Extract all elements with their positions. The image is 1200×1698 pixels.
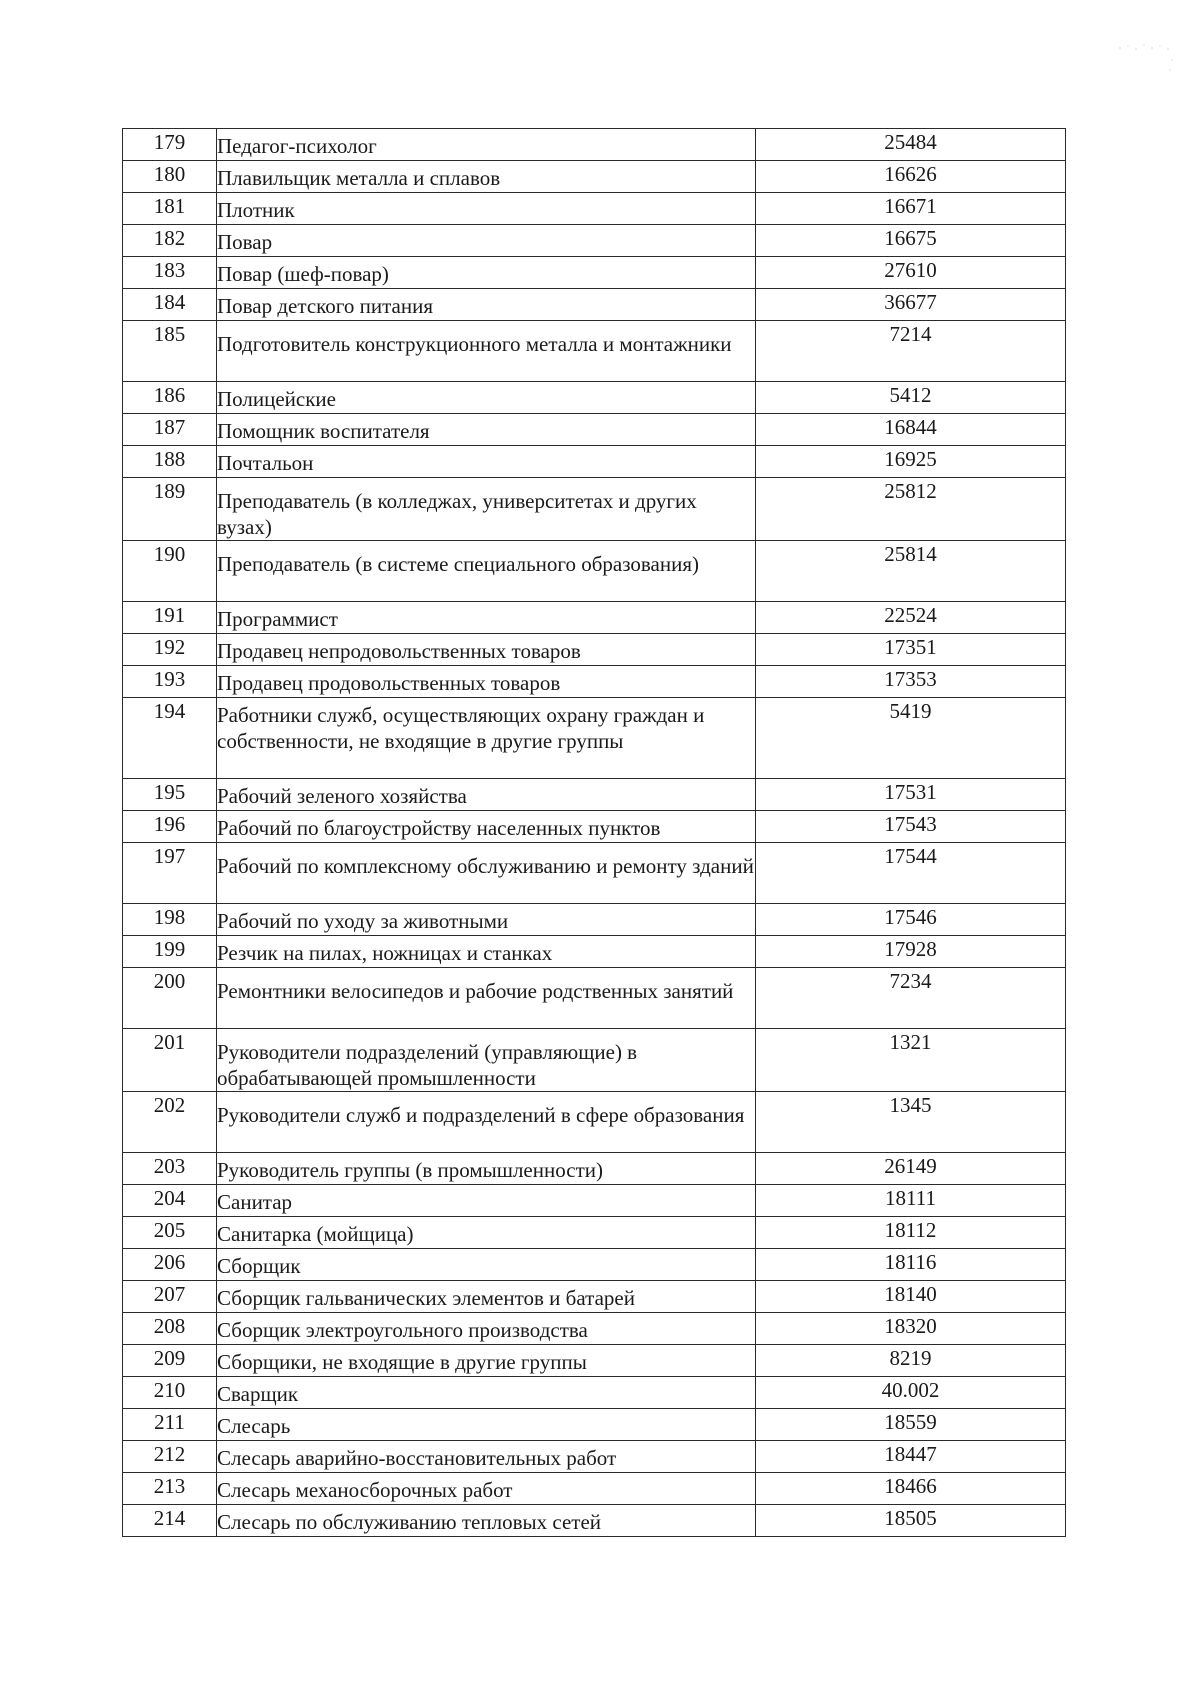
table-row	[123, 1505, 1066, 1537]
row-number: 188	[123, 446, 217, 478]
occupation-code: 7234	[756, 968, 1066, 1029]
row-number: 212	[123, 1441, 217, 1473]
occupation-name: Руководители подразделений (управляющие) в обрабатывающей промышленности	[217, 1040, 638, 1090]
row-number: 199	[123, 936, 217, 968]
row-number: 213	[123, 1473, 217, 1505]
occupation-name: Продавец непродовольственных товаров	[217, 639, 581, 663]
table-row	[123, 1217, 1066, 1249]
row-number: 208	[123, 1313, 217, 1345]
occupation-name-cell	[217, 541, 756, 602]
occupation-name-cell	[217, 1153, 756, 1185]
table-row	[123, 1249, 1066, 1281]
occupation-name: Подготовитель конструкционного металла и монтажники	[217, 332, 732, 356]
scan-noise-mark	[1110, 40, 1180, 80]
occupation-code: 17928	[756, 936, 1066, 968]
occupation-code: 27610	[756, 257, 1066, 289]
table-row	[123, 129, 1066, 161]
occupation-code: 18466	[756, 1473, 1066, 1505]
table-row	[123, 414, 1066, 446]
occupation-name-cell	[217, 257, 756, 289]
occupation-name: Слесарь аварийно-восстановительных работ	[217, 1446, 617, 1470]
occupation-name: Рабочий по комплексному обслуживанию и ремонту зданий	[217, 854, 754, 878]
occupation-name: Санитарка (мойщица)	[217, 1222, 414, 1246]
table-row	[123, 602, 1066, 634]
occupation-code: 25484	[756, 129, 1066, 161]
table-row	[123, 698, 1066, 779]
row-number: 209	[123, 1345, 217, 1377]
occupation-name: Повар	[217, 230, 273, 254]
occupation-name-cell	[217, 968, 756, 1029]
occupation-code: 17546	[756, 904, 1066, 936]
occupation-code: 17351	[756, 634, 1066, 666]
occupation-name: Слесарь механосборочных работ	[217, 1478, 513, 1502]
occupation-name-cell	[217, 321, 756, 382]
occupation-code: 18559	[756, 1409, 1066, 1441]
occupation-code: 8219	[756, 1345, 1066, 1377]
occupation-code: 25812	[756, 478, 1066, 541]
occupation-code: 5419	[756, 698, 1066, 779]
row-number: 184	[123, 289, 217, 321]
occupation-name-cell	[217, 414, 756, 446]
occupation-code: 16675	[756, 225, 1066, 257]
occupation-name-cell	[217, 666, 756, 698]
occupation-name-cell	[217, 1441, 756, 1473]
table-row	[123, 1153, 1066, 1185]
table-row	[123, 1092, 1066, 1153]
table-row	[123, 1345, 1066, 1377]
table-row	[123, 1473, 1066, 1505]
occupation-code: 36677	[756, 289, 1066, 321]
row-number: 201	[123, 1029, 217, 1092]
occupations-table	[122, 128, 1066, 1537]
occupation-name-cell	[217, 843, 756, 904]
occupation-name: Слесарь	[217, 1414, 291, 1438]
row-number: 202	[123, 1092, 217, 1153]
table-row	[123, 1441, 1066, 1473]
occupation-code: 5412	[756, 382, 1066, 414]
occupation-name: Продавец продовольственных товаров	[217, 671, 561, 695]
table-row	[123, 289, 1066, 321]
occupation-name-cell	[217, 1249, 756, 1281]
row-number: 190	[123, 541, 217, 602]
occupation-code: 26149	[756, 1153, 1066, 1185]
occupation-name: Помощник воспитателя	[217, 419, 430, 443]
occupation-name-cell	[217, 1217, 756, 1249]
occupation-code: 18505	[756, 1505, 1066, 1537]
occupation-name: Руководитель группы (в промышленности)	[217, 1158, 603, 1182]
occupation-code: 18447	[756, 1441, 1066, 1473]
table-row	[123, 904, 1066, 936]
row-number: 186	[123, 382, 217, 414]
occupation-name-cell	[217, 634, 756, 666]
occupation-name: Рабочий зеленого хозяйства	[217, 784, 467, 808]
table-row	[123, 382, 1066, 414]
occupation-name-cell	[217, 1281, 756, 1313]
table-row	[123, 779, 1066, 811]
occupation-name: Сборщик	[217, 1254, 301, 1278]
row-number: 214	[123, 1505, 217, 1537]
occupation-code: 17543	[756, 811, 1066, 843]
occupation-code: 22524	[756, 602, 1066, 634]
table-row	[123, 1409, 1066, 1441]
row-number: 183	[123, 257, 217, 289]
occupation-name-cell	[217, 1377, 756, 1409]
row-number: 191	[123, 602, 217, 634]
occupation-name-cell	[217, 289, 756, 321]
occupation-name: Рабочий по благоустройству населенных пунктов	[217, 816, 661, 840]
row-number: 204	[123, 1185, 217, 1217]
row-number: 200	[123, 968, 217, 1029]
occupation-code: 16844	[756, 414, 1066, 446]
occupation-name: Повар (шеф-повар)	[217, 262, 389, 286]
row-number: 197	[123, 843, 217, 904]
row-number: 179	[123, 129, 217, 161]
table-row	[123, 321, 1066, 382]
occupation-name: Сборщики, не входящие в другие группы	[217, 1350, 587, 1374]
table-row	[123, 193, 1066, 225]
occupation-name: Сборщик электроугольного производства	[217, 1318, 588, 1342]
row-number: 189	[123, 478, 217, 541]
occupation-name: Ремонтники велосипедов и рабочие родственных занятий	[217, 979, 734, 1003]
occupation-code: 18112	[756, 1217, 1066, 1249]
table-row	[123, 1377, 1066, 1409]
row-number: 211	[123, 1409, 217, 1441]
row-number: 207	[123, 1281, 217, 1313]
table-row	[123, 257, 1066, 289]
row-number: 194	[123, 698, 217, 779]
table-row	[123, 1313, 1066, 1345]
occupation-code: 18320	[756, 1313, 1066, 1345]
occupation-code: 1321	[756, 1029, 1066, 1092]
row-number: 187	[123, 414, 217, 446]
occupation-name-cell	[217, 904, 756, 936]
occupation-name: Резчик на пилах, ножницах и станках	[217, 941, 553, 965]
occupation-name: Почтальон	[217, 451, 314, 475]
occupation-name: Санитар	[217, 1190, 293, 1214]
table-row	[123, 666, 1066, 698]
occupation-code: 16626	[756, 161, 1066, 193]
occupation-name-cell	[217, 1345, 756, 1377]
table-row	[123, 968, 1066, 1029]
occupation-code: 16925	[756, 446, 1066, 478]
table-row	[123, 161, 1066, 193]
row-number: 205	[123, 1217, 217, 1249]
table-row	[123, 446, 1066, 478]
row-number: 210	[123, 1377, 217, 1409]
occupation-code: 18140	[756, 1281, 1066, 1313]
occupation-name: Плотник	[217, 198, 295, 222]
occupation-name-cell	[217, 1473, 756, 1505]
row-number: 206	[123, 1249, 217, 1281]
row-number: 193	[123, 666, 217, 698]
occupation-name: Повар детского питания	[217, 294, 433, 318]
occupation-name: Сварщик	[217, 1382, 299, 1406]
occupation-name: Полицейские	[217, 387, 336, 411]
occupation-name-cell	[217, 779, 756, 811]
occupation-name: Руководители служб и подразделений в сфере образования	[217, 1103, 745, 1127]
occupation-name-cell	[217, 1029, 756, 1092]
row-number: 180	[123, 161, 217, 193]
occupation-name-cell	[217, 1505, 756, 1537]
row-number: 181	[123, 193, 217, 225]
row-number: 198	[123, 904, 217, 936]
occupation-name: Плавильщик металла и сплавов	[217, 166, 501, 190]
occupation-name-cell	[217, 382, 756, 414]
occupation-code: 25814	[756, 541, 1066, 602]
occupation-name: Педагог-психолог	[217, 134, 377, 158]
occupation-name-cell	[217, 936, 756, 968]
table-row	[123, 225, 1066, 257]
occupation-code: 17531	[756, 779, 1066, 811]
row-number: 185	[123, 321, 217, 382]
row-number: 203	[123, 1153, 217, 1185]
occupation-name-cell	[217, 193, 756, 225]
table-row	[123, 1281, 1066, 1313]
occupation-name-cell	[217, 1092, 756, 1153]
table-row	[123, 1029, 1066, 1092]
table-row	[123, 936, 1066, 968]
occupation-code: 18111	[756, 1185, 1066, 1217]
occupation-name-cell	[217, 1185, 756, 1217]
occupation-name: Рабочий по уходу за животными	[217, 909, 509, 933]
table-row	[123, 843, 1066, 904]
occupation-name: Слесарь по обслуживанию тепловых сетей	[217, 1510, 601, 1534]
table-row	[123, 478, 1066, 541]
occupation-name-cell	[217, 446, 756, 478]
table-row	[123, 541, 1066, 602]
occupation-name-cell	[217, 478, 756, 541]
occupation-name: Преподаватель (в колледжах, университетах и других вузах)	[217, 489, 697, 539]
table-row	[123, 1185, 1066, 1217]
occupation-name: Работники служб, осуществляющих охрану граждан и собственности, не входящие в другие группы	[217, 703, 705, 753]
occupation-code: 7214	[756, 321, 1066, 382]
occupation-name-cell	[217, 811, 756, 843]
occupation-name: Программист	[217, 607, 338, 631]
occupation-name-cell	[217, 1409, 756, 1441]
occupation-code: 16671	[756, 193, 1066, 225]
occupation-name-cell	[217, 161, 756, 193]
occupation-name-cell	[217, 698, 756, 779]
row-number: 182	[123, 225, 217, 257]
occupation-name: Сборщик гальванических элементов и батарей	[217, 1286, 635, 1310]
occupation-code: 17353	[756, 666, 1066, 698]
occupation-name-cell	[217, 225, 756, 257]
occupation-code: 18116	[756, 1249, 1066, 1281]
occupation-code: 1345	[756, 1092, 1066, 1153]
table-body	[123, 129, 1066, 1537]
row-number: 192	[123, 634, 217, 666]
occupation-name: Преподаватель (в системе специального образования)	[217, 552, 700, 576]
occupation-name-cell	[217, 602, 756, 634]
row-number: 195	[123, 779, 217, 811]
occupation-name-cell	[217, 1313, 756, 1345]
occupation-code: 17544	[756, 843, 1066, 904]
occupation-name-cell	[217, 129, 756, 161]
occupation-code: 40.002	[756, 1377, 1066, 1409]
row-number: 196	[123, 811, 217, 843]
table-row	[123, 634, 1066, 666]
table-row	[123, 811, 1066, 843]
